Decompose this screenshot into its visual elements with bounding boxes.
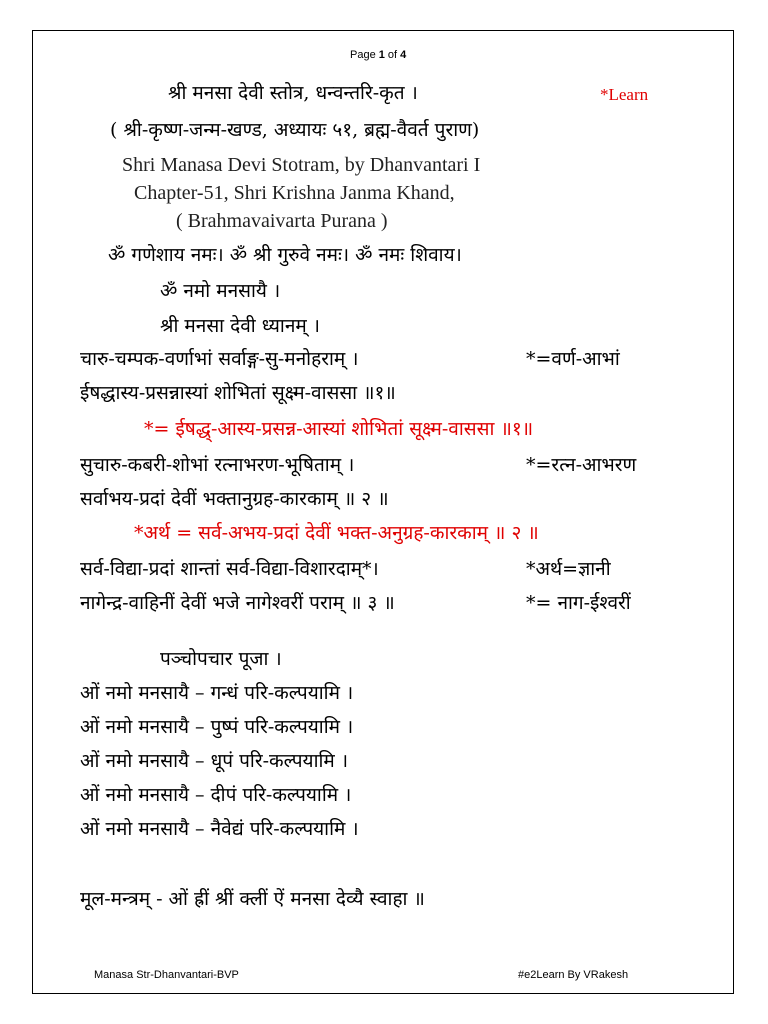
- puja-item: ओं नमो मनसायै – गन्धं परि-कल्पयामि ।: [80, 682, 354, 704]
- verse-line: सर्वाभय-प्रदां देवीं भक्तानुग्रह-कारकाम् ॥ २ ॥: [80, 488, 389, 510]
- learn-tag: *Learn: [600, 85, 649, 104]
- verse-note: *=वर्ण-आभां: [526, 348, 620, 370]
- title-main: श्री मनसा देवी स्तोत्र, धन्वन्तरि-कृत ।: [168, 82, 418, 104]
- verse-line: ईषद्धास्य-प्रसन्नास्यां शोभितां सूक्ष्म-वाससा ॥१॥: [80, 382, 396, 404]
- invocation-line-1: ॐ गणेशाय नमः। ॐ श्री गुरुवे नमः। ॐ नमः शिवाय।: [108, 244, 462, 266]
- verse-line: सुचारु-कबरी-शोभां रत्नाभरण-भूषिताम् ।: [80, 454, 355, 476]
- footer-left: Manasa Str-Dhanvantari-BVP: [94, 969, 239, 981]
- verse-line: नागेन्द्र-वाहिनीं देवीं भजे नागेश्वरीं पराम् ॥ ३ ॥: [80, 592, 395, 614]
- puja-title: पञ्चोपचार पूजा ।: [160, 648, 282, 670]
- verse-note: *= नाग-ईश्वरीं: [526, 592, 631, 614]
- footer-right: #e2Learn By VRakesh: [518, 969, 629, 981]
- title-english-1: Shri Manasa Devi Stotram, by Dhanvantari I: [122, 154, 481, 176]
- verse-note: *अर्थ=ज्ञानी: [526, 558, 611, 580]
- page-mid: of: [384, 49, 401, 61]
- page-prefix: Page: [350, 49, 379, 61]
- puja-item: ओं नमो मनसायै – धूपं परि-कल्पयामि ।: [80, 750, 349, 772]
- verse-line-red: *अर्थ = सर्व-अभय-प्रदां देवीं भक्त-अनुग्रह-कारकाम् ॥ २ ॥: [134, 522, 539, 544]
- page-total: 4: [400, 49, 407, 61]
- invocation-line-2: ॐ नमो मनसायै ।: [160, 280, 281, 302]
- page-current: 1: [378, 49, 385, 61]
- page-number: [350, 42, 406, 68]
- dhyanam-title: श्री मनसा देवी ध्यानम् ।: [160, 315, 320, 337]
- puja-item: ओं नमो मनसायै – नैवेद्यं परि-कल्पयामि ।: [80, 818, 359, 840]
- puja-item: ओं नमो मनसायै – दीपं परि-कल्पयामि ।: [80, 784, 352, 806]
- title-source-hindi: ( श्री-कृष्ण-जन्म-खण्ड, अध्यायः ५१, ब्रह्म-वैवर्त पुराण): [110, 119, 480, 141]
- verse-note: *=रत्न-आभरण: [526, 454, 637, 476]
- verse-line: चारु-चम्पक-वर्णाभां सर्वाङ्ग-सु-मनोहराम् ।: [80, 348, 359, 370]
- puja-item: ओं नमो मनसायै – पुष्पं परि-कल्पयामि ।: [80, 716, 354, 738]
- verse-line-red: *= ईषद्ध्-आस्य-प्रसन्न-आस्यां शोभितां सूक्ष्म-वाससा ॥१॥: [144, 418, 534, 440]
- mula-mantra: मूल-मन्त्रम् - ओं ह्रीं श्रीं क्लीं ऐं मनसा देव्यै स्वाहा ॥: [80, 888, 425, 910]
- title-english-3: ( Brahmavaivarta Purana ): [176, 210, 388, 232]
- title-english-2: Chapter-51, Shri Krishna Janma Khand,: [134, 182, 455, 204]
- verse-line: सर्व-विद्या-प्रदां शान्तां सर्व-विद्या-विशारदाम्*।: [80, 558, 379, 580]
